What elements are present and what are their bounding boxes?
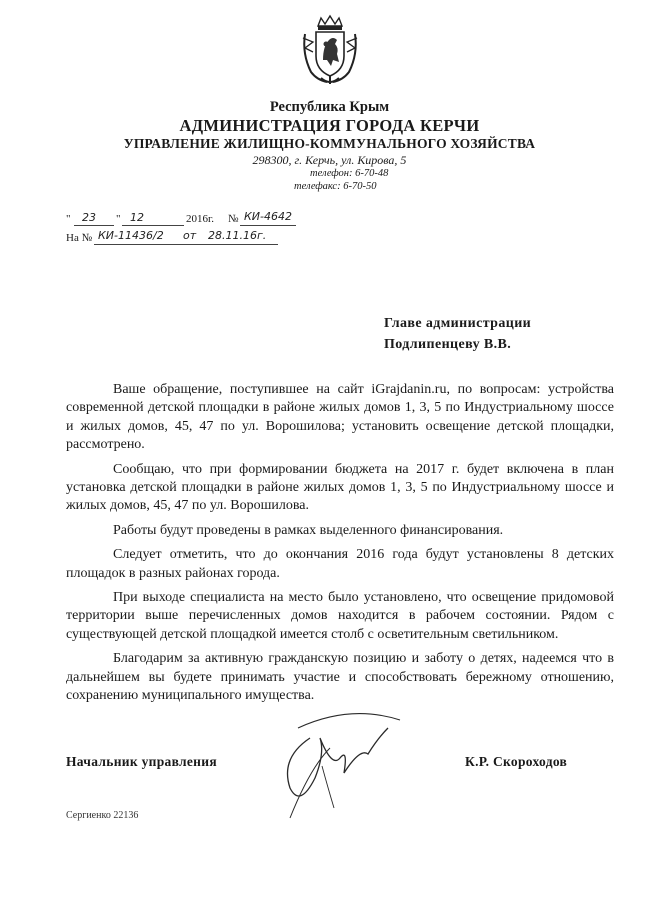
addressee-title: Главе администрации	[384, 316, 532, 331]
signatory-name: К.Р. Скороходов	[465, 754, 568, 769]
letter-body	[66, 381, 614, 712]
reply-date: 28.11.16г.	[208, 229, 267, 242]
reply-from: от	[183, 229, 197, 242]
handwritten-signature-icon	[270, 708, 410, 828]
registration-number-label: №	[228, 213, 239, 225]
city-coat-of-arms-icon	[299, 14, 361, 86]
signatory-position: Начальник управления	[66, 754, 217, 769]
addressee-name: Подлипенцеву В.В.	[384, 337, 512, 352]
executor-note: Сергиенко 22136	[66, 810, 139, 821]
date-quote-open: "	[66, 213, 71, 225]
registration-year: 2016г.	[186, 213, 215, 225]
body-paragraph: Работы будут проведены в рамках выделенного финансирования.	[113, 522, 504, 538]
phone: телефон: 6-70-48	[310, 168, 389, 179]
date-quote-close: "	[116, 213, 121, 225]
registration-month: 12	[130, 211, 144, 224]
department-title: УПРАВЛЕНИЕ ЖИЛИЩНО-КОММУНАЛЬНОГО ХОЗЯЙСТВА	[123, 136, 536, 151]
body-paragraph: Следует отметить, что до окончания 2016 года будут установлены 8 детских площадок в разных районах города.	[66, 547, 614, 581]
registration-number: КИ-4642	[244, 210, 293, 223]
body-paragraph: Благодарим за активную гражданскую позицию и заботу о детях, надеемся что в дальнейшем вы будете принимать участие и способствовать бережному отношению, сохранению муниципального имущества.	[66, 651, 614, 704]
body-paragraph: Ваше обращение, поступившее на сайт iGrajdanin.ru, по вопросам: устройства современной детской площадки в районе жилых домов 1, 3, 5 по Индустриальному шоссе и жилых домов, 45, 47 по ул. Ворошилова; установить освещение детской площадки, рассмотрено.	[66, 382, 614, 453]
registration-day: 23	[82, 211, 96, 224]
body-paragraph: При выходе специалиста на место было установлено, что освещение придомовой территории выше перечисленных домов находится в рабочем состоянии. Рядом с существующей детской площадкой имеется столб с осветительным светильником.	[66, 590, 614, 642]
address: 298300, г. Керчь, ул. Кирова, 5	[252, 153, 407, 167]
reply-number: КИ-11436/2	[98, 229, 164, 242]
reply-label: На №	[66, 232, 93, 244]
republic-title: Республика Крым	[269, 99, 390, 115]
administration-title: АДМИНИСТРАЦИЯ ГОРОДА КЕРЧИ	[179, 116, 480, 135]
body-paragraph: Сообщаю, что при формировании бюджета на 2017 г. будет включена в план установка детской площадки в районе жилых домов 1, 3, 5 по Индустриальному шоссе и жилых домов, 45, 47 по ул. Ворошилова.	[66, 461, 614, 514]
fax: телефакс: 6-70-50	[294, 181, 377, 192]
